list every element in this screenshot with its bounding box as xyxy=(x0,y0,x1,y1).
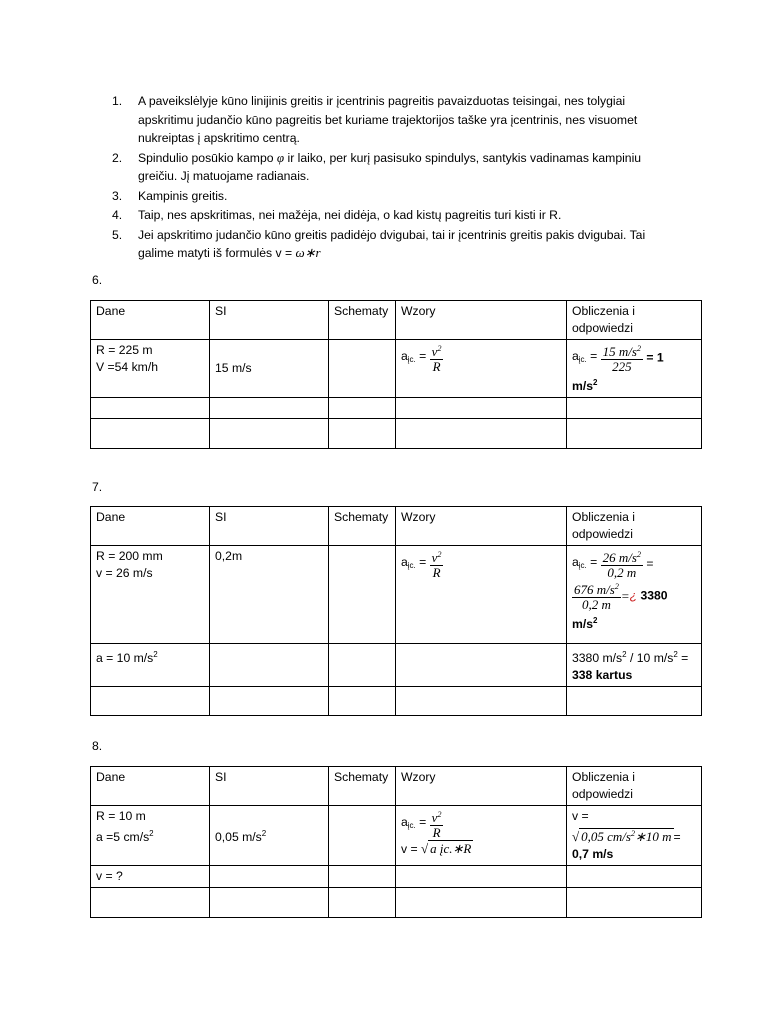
answer-item xyxy=(112,92,682,148)
sqrt-formula: √ a įc.∗R xyxy=(420,841,472,856)
table-row xyxy=(91,806,702,866)
task-6-label: 6. xyxy=(92,273,103,287)
result-unit: $m/s^2$ xyxy=(572,378,598,393)
header-wzory: Wzory xyxy=(396,301,567,340)
answer-text: Kampinis greitis. xyxy=(138,188,228,203)
header-obliczenia: Obliczenia i odpowiedzi xyxy=(567,301,702,340)
sqrt-calc: √ 0,05 $cm/s^2∗10$ m xyxy=(572,829,672,844)
cell-si: 0,05 $m/s^2$ xyxy=(210,806,329,866)
cell-wzory: $a_{įc.}$ = $\frac{v^2}{R}$ xyxy=(396,546,567,644)
table-row xyxy=(91,419,702,449)
answer-item xyxy=(112,187,682,206)
table-header-row xyxy=(91,767,702,806)
answer-text: A paveikslėlyje kūno linijinis greitis ir įcentrinis pagreitis pavaizduotas teisingai, nes tolygiai apskritimu judančio kūno pagreitis bet kuriame trajektorijos taške yra įcentrinis, nes visuomet nukreiptas į apskritimo centrą. xyxy=(138,94,638,145)
cell-si: 0,2m xyxy=(210,546,329,644)
result-value: 3380 xyxy=(640,588,668,603)
task-7-table xyxy=(90,506,702,716)
answers-list xyxy=(112,92,682,264)
cell-obliczenia: v = √ 0,05 $cm/s^2∗10$ m = 0,7 m/s xyxy=(567,806,702,866)
header-obliczenia: Obliczenia i odpowiedzi xyxy=(567,767,702,806)
table-header-row xyxy=(91,507,702,546)
header-obliczenia: Obliczenia i odpowiedzi xyxy=(567,507,702,546)
cell-dane xyxy=(91,340,210,398)
cell-wzory: $a_{įc.}$ = $\frac{v^2}{R}$ v = √ a įc.∗R xyxy=(396,806,567,866)
answer-text: Spindulio posūkio kampo xyxy=(138,150,277,165)
given-value: R = 225 m xyxy=(96,343,153,357)
header-dane: Dane xyxy=(91,767,210,806)
answer-text: Jei apskritimo judančio kūno greitis padidėjo dvigubai, tai ir įcentrinis greitis pakis dvigubai. Tai galime matyti iš formulės v = xyxy=(138,227,646,260)
formula-fraction: $\frac{v^2}{R}$ xyxy=(431,810,442,840)
cell-schematy xyxy=(329,806,396,866)
cell-dane: v = ? xyxy=(91,866,210,888)
header-dane: Dane xyxy=(91,301,210,340)
header-schematy: Schematy xyxy=(329,301,396,340)
answer-text: ir laiko, per kurį pasisuko spindulys, santykis vadinamas kampiniu greičiu. Jį matuojame radianais. xyxy=(138,150,642,183)
calc-fraction: $\frac{15 m/s^2}{225}$ xyxy=(602,344,641,374)
header-dane: Dane xyxy=(91,507,210,546)
given-value: R = 200 mm xyxy=(96,549,163,563)
cell-dane: a = 10 $m/s^2$ xyxy=(91,644,210,687)
table-row xyxy=(91,888,702,918)
given-value: V =54 km/h xyxy=(96,360,158,374)
answer-text: Taip, nes apskritimas, nei mažėja, nei didėja, o kad kistų pagreitis turi kisti ir R. xyxy=(138,208,562,222)
task-6-table xyxy=(90,300,702,449)
cell-obliczenia: $a_{įc.}$ = $\frac{26 m/s^2}{0,2 m}$ = $\frac{676 m/s^2}{0,2 m}$ =¿ 3380 $m/s^2$ xyxy=(567,546,702,644)
header-si: SI xyxy=(210,507,329,546)
table-row xyxy=(91,340,702,398)
header-schematy: Schematy xyxy=(329,767,396,806)
formula: ω∗r xyxy=(295,245,321,260)
result-value: 338 kartus xyxy=(572,668,633,682)
header-si: SI xyxy=(210,767,329,806)
given-value: v = 26 m/s xyxy=(96,566,153,580)
cell-obliczenia: 3380 $m/s^2 / 10$ $m/s^2$ = 338 kartus xyxy=(567,644,702,687)
table-row xyxy=(91,644,702,687)
task-7-label: 7. xyxy=(92,480,103,494)
given-value: R = 10 m xyxy=(96,809,146,823)
cell-wzory: $a_{įc.}$ = $\frac{v^2}{R}$ xyxy=(396,340,567,398)
answer-item xyxy=(112,206,682,225)
formula-fraction: $\frac{v^2}{R}$ xyxy=(431,344,442,374)
cell-dane xyxy=(91,806,210,866)
answer-number: 2. xyxy=(112,150,123,165)
phi-symbol: φ xyxy=(276,149,285,165)
calc-fraction: $\frac{676 m/s^2}{0,2 m}$ xyxy=(574,582,619,612)
header-schematy: Schematy xyxy=(329,507,396,546)
cell-si: 15 m/s xyxy=(210,340,329,398)
answer-number: 1. xyxy=(112,94,123,108)
cell-schematy xyxy=(329,546,396,644)
header-wzory: Wzory xyxy=(396,767,567,806)
cell-dane xyxy=(91,546,210,644)
table-row xyxy=(91,546,702,644)
header-wzory: Wzory xyxy=(396,507,567,546)
table-row xyxy=(91,866,702,888)
task-8-table xyxy=(90,766,702,918)
result-value: 0,7 m/s xyxy=(572,847,614,861)
result-unit: $m/s^2$ xyxy=(572,616,598,631)
table-row xyxy=(91,687,702,716)
cell-obliczenia: $a_{įc.}$ = $\frac{15 m/s^2}{225}$ = 1 $m/s^2$ xyxy=(567,340,702,398)
header-si: SI xyxy=(210,301,329,340)
calc-fraction: $\frac{26 m/s^2}{0,2 m}$ xyxy=(602,550,641,580)
table-row xyxy=(91,398,702,419)
table-header-row xyxy=(91,301,702,340)
answer-number: 3. xyxy=(112,188,123,203)
answer-item xyxy=(112,226,682,263)
formula-fraction: $\frac{v^2}{R}$ xyxy=(431,550,442,580)
answer-number: 4. xyxy=(112,208,123,222)
given-value: a =5 $cm/s^2$ xyxy=(96,829,154,844)
answer-number: 5. xyxy=(112,227,123,242)
task-8-label: 8. xyxy=(92,739,103,753)
answer-item xyxy=(112,149,682,186)
cell-schematy xyxy=(329,340,396,398)
result-value: = 1 xyxy=(646,350,664,365)
